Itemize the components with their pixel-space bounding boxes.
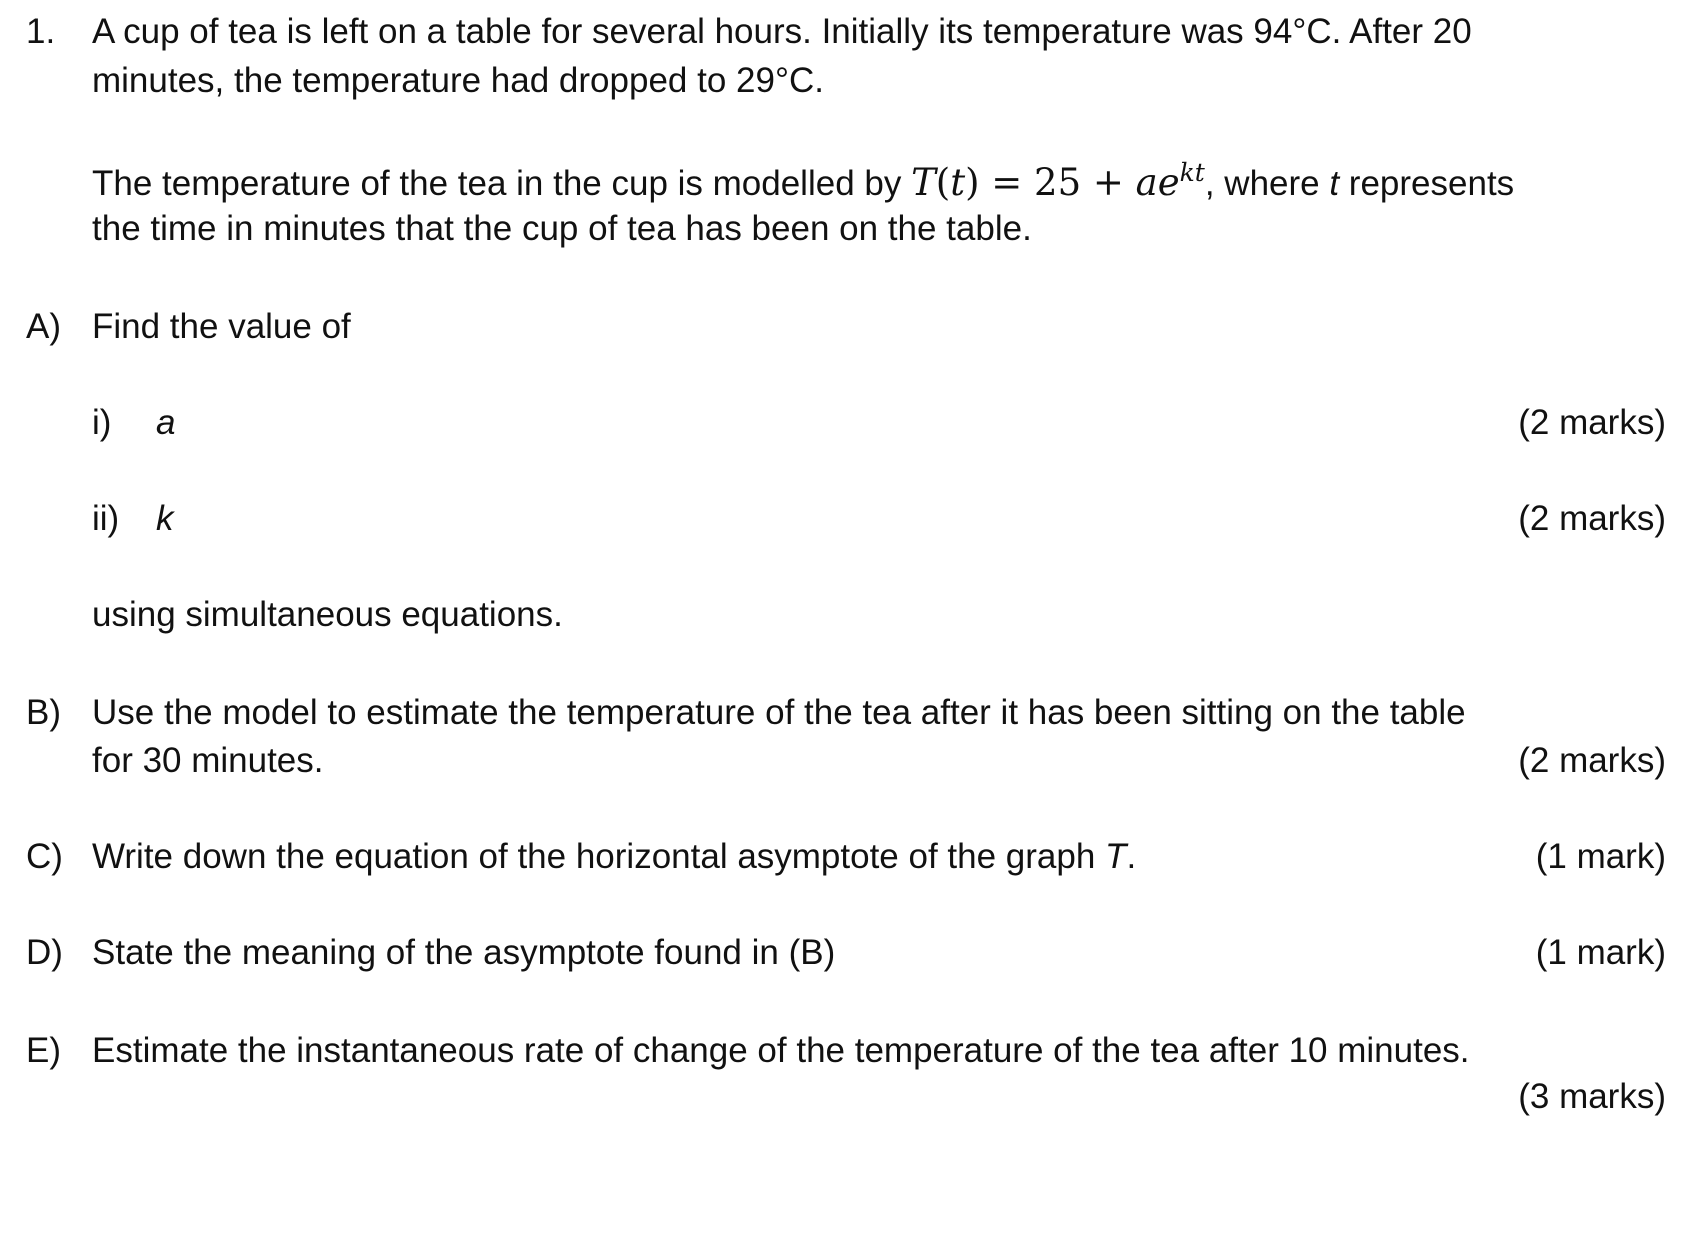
model-equation	[911, 158, 1205, 204]
part-d-label: D)	[26, 933, 63, 972]
part-e-label: E)	[26, 1031, 61, 1070]
part-a-label: A)	[26, 307, 61, 346]
question-intro-line1: A cup of tea is left on a table for several hours. Initially its temperature was 94°C. After 20	[92, 12, 1472, 51]
part-b-line1: Use the model to estimate the temperature of the tea after it has been sitting on the table	[92, 693, 1466, 732]
part-c-var: T	[1105, 837, 1127, 876]
part-d-marks: (1 mark)	[1535, 933, 1666, 972]
model-text-before: The temperature of the tea in the cup is modelled by	[92, 164, 912, 203]
part-c-marks: (1 mark)	[1535, 837, 1666, 876]
part-a-i-label: i)	[92, 403, 112, 442]
model-statement-line1	[92, 158, 1515, 205]
part-c-end: .	[1126, 837, 1137, 876]
part-a-ii-var: k	[156, 499, 174, 538]
eq-e: e	[1157, 161, 1180, 204]
part-b-marks: (2 marks)	[1518, 741, 1666, 780]
eq-equals-25-plus: = 25 +	[979, 161, 1136, 204]
part-b-label: B)	[26, 693, 61, 732]
eq-close-paren: )	[965, 161, 980, 204]
part-c-text: Write down the equation of the horizontal asymptote of the graph	[92, 837, 1106, 876]
eq-a: a	[1135, 161, 1158, 204]
part-c-text-line	[92, 836, 1136, 878]
part-a-text: Find the value of	[92, 307, 351, 346]
eq-t: t	[950, 161, 966, 204]
model-text-represents: represents	[1339, 164, 1515, 203]
question-number: 1.	[26, 12, 56, 51]
eq-open-paren: (	[935, 161, 951, 204]
model-var-t: t	[1329, 164, 1340, 203]
model-statement-line2: the time in minutes that the cup of tea has been on the table.	[92, 209, 1032, 248]
part-a-ii-marks: (2 marks)	[1518, 499, 1666, 538]
part-b-line2: for 30 minutes.	[92, 741, 324, 780]
part-a-trailing: using simultaneous equations.	[92, 595, 563, 634]
part-c-label: C)	[26, 837, 63, 876]
question-intro-line2: minutes, the temperature had dropped to 29°C.	[92, 61, 824, 100]
part-a-ii-label: ii)	[92, 499, 120, 538]
model-text-where: , where	[1204, 164, 1330, 203]
part-a-i-var: a	[156, 403, 176, 442]
part-a-i-marks: (2 marks)	[1518, 403, 1666, 442]
part-e-text: Estimate the instantaneous rate of change of the temperature of the tea after 10 minutes.	[92, 1031, 1470, 1070]
eq-exponent: kt	[1179, 158, 1205, 187]
eq-T: T	[911, 161, 936, 204]
part-e-marks: (3 marks)	[1518, 1077, 1666, 1116]
part-d-text: State the meaning of the asymptote found in (B)	[92, 933, 836, 972]
